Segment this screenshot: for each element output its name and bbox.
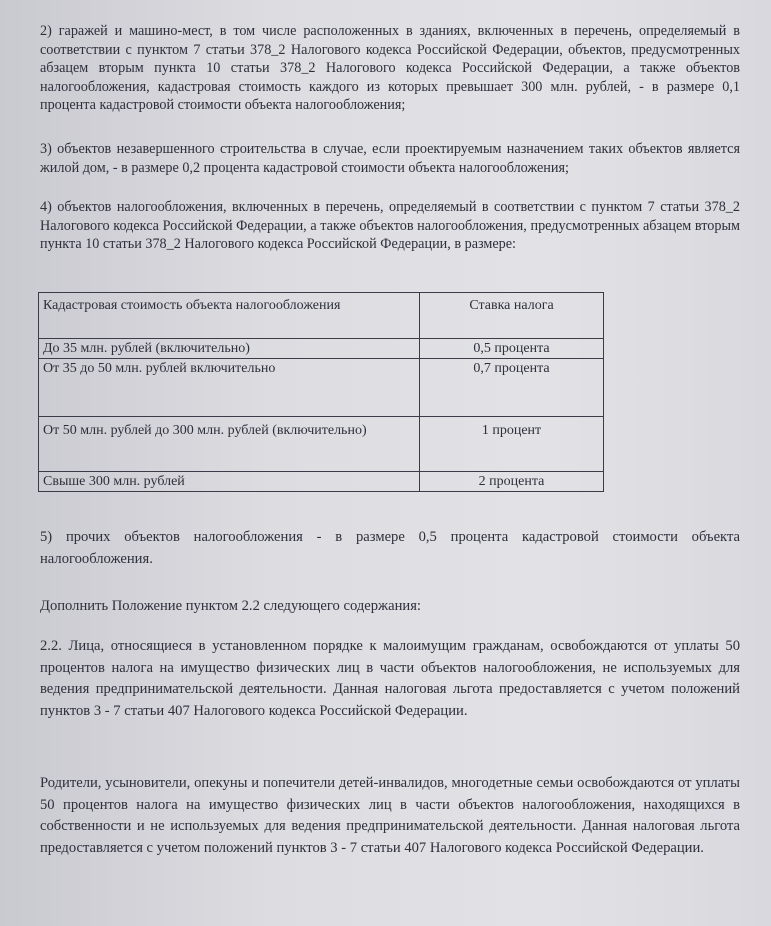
- paragraph-item-5: 5) прочих объектов налогообложения - в размере 0,5 процента кадастровой стоимости объекта налогообложения.: [40, 529, 740, 567]
- table-row: [39, 359, 604, 417]
- paragraph-addition: Дополнить Положение пунктом 2.2 следующего содержания:: [40, 598, 421, 614]
- row-rate: 2 процента: [420, 472, 604, 492]
- table-header-row: [39, 293, 604, 339]
- tax-rate-table: [38, 292, 604, 492]
- header-tax-rate: Ставка налога: [420, 293, 604, 339]
- row-value: От 50 млн. рублей до 300 млн. рублей (включительно): [39, 417, 420, 472]
- row-value: Свыше 300 млн. рублей: [39, 472, 420, 492]
- row-rate: 1 процент: [420, 417, 604, 472]
- row-value: До 35 млн. рублей (включительно): [39, 339, 420, 359]
- row-rate: 0,7 процента: [420, 359, 604, 417]
- paragraph-item-2: 2) гаражей и машино-мест, в том числе расположенных в зданиях, включенных в перечень, определяемый в соответствии с пунктом 7 статьи 378_2 Налогового кодекса Российской Федерации, объектов, предусмотренных абзацем вторым пункта 10 статьи 378_2 Налогового кодекса Российской Федерации, а также объектов налогообложения, кадастровая стоимость каждого из которых превышает 300 млн. рублей, - в размере 0,1 процента кадастровой стоимости объекта налогообложения;: [40, 23, 740, 113]
- table-row: [39, 472, 604, 492]
- row-rate: 0,5 процента: [420, 339, 604, 359]
- table-row: [39, 339, 604, 359]
- row-value: От 35 до 50 млн. рублей включительно: [39, 359, 420, 417]
- paragraph-item-3: 3) объектов незавершенного строительства в случае, если проектируемым назначением таких объектов является жилой дом, - в размере 0,2 процента кадастровой стоимости объекта налогообложения;: [40, 141, 740, 176]
- paragraph-item-2-2: 2.2. Лица, относящиеся в установленном порядке к малоимущим гражданам, освобождаются от уплаты 50 процентов налога на имущество физических лиц в части объектов налогообложения, не используемых для ведения предпринимательской деятельности. Данная налоговая льгота предоставляется с учетом положений пунктов 3 - 7 статьи 407 Налогового кодекса Российской Федерации.: [40, 638, 740, 719]
- paragraph-parents: Родители, усыновители, опекуны и попечители детей-инвалидов, многодетные семьи освобождаются от уплаты 50 процентов налога на имущество физических лиц в части объектов налогообложения, находящихся в собственности и не используемых для ведения предпринимательской деятельности. Данная налоговая льгота предоставляется с учетом положений пунктов 3 - 7 статьи 407 Налогового кодекса Российской Федерации.: [40, 775, 740, 856]
- paragraph-item-4: 4) объектов налогообложения, включенных в перечень, определяемый в соответствии с пунктом 7 статьи 378_2 Налогового кодекса Российской Федерации, а также объектов налогообложения, предусмотренных абзацем вторым пункта 10 статьи 378_2 Налогового кодекса Российской Федерации, в размере:: [40, 199, 740, 252]
- header-cadastral-value: Кадастровая стоимость объекта налогообложения: [39, 293, 420, 339]
- table-row: [39, 417, 604, 472]
